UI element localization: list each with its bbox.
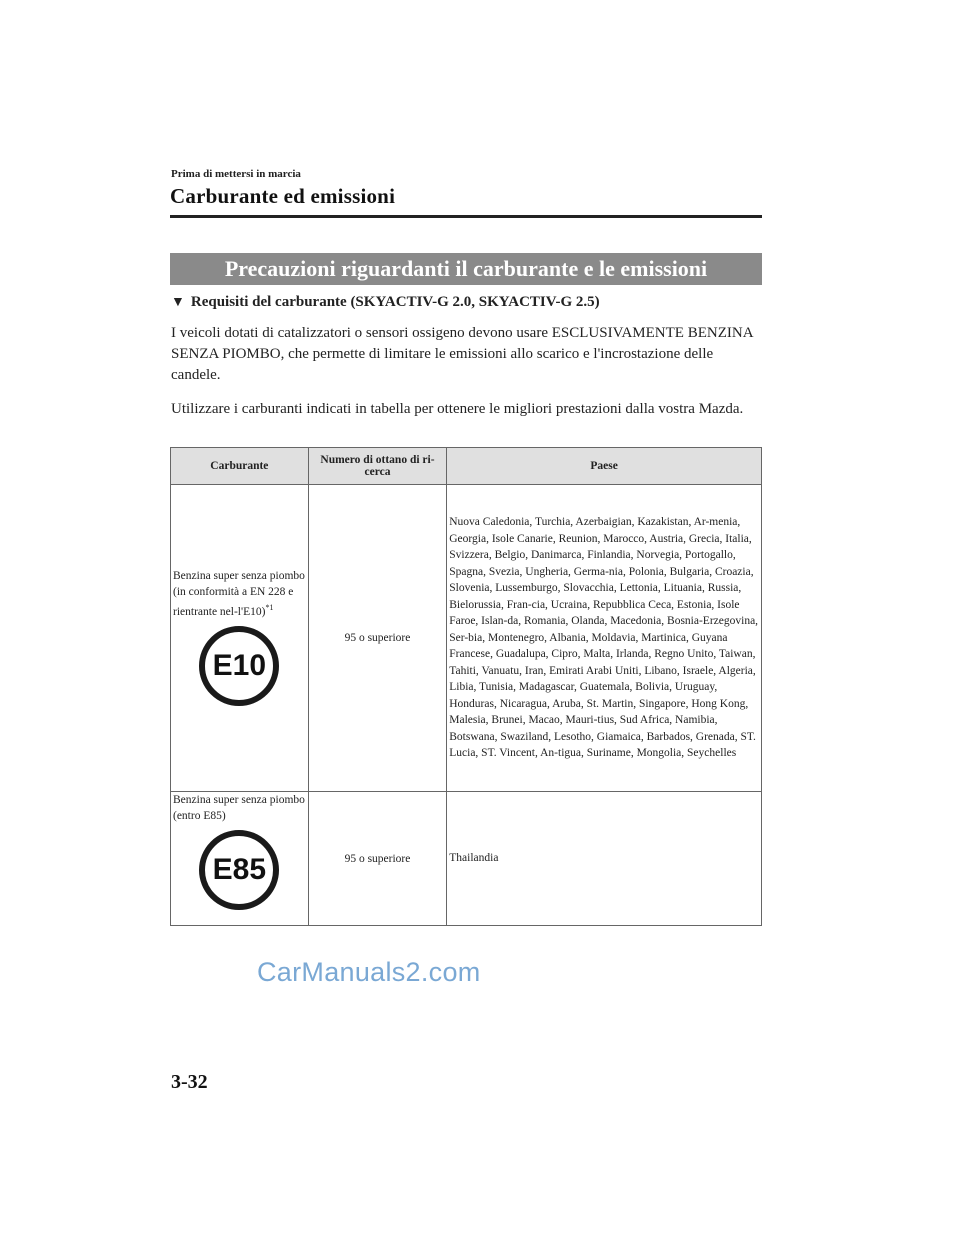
header-country: Paese — [447, 448, 762, 485]
page-number: 3-32 — [171, 1071, 208, 1093]
section-banner: Precauzioni riguardanti il carburante e le emissioni — [170, 253, 762, 285]
fuel-description — [173, 568, 306, 620]
country-list-cell: Thailandia — [447, 792, 762, 926]
table-row — [171, 485, 762, 792]
e85-fuel-label-icon: E85 — [199, 830, 279, 910]
paragraph-fuel-recommendation: Utilizzare i carburanti indicati in tabella per ottenere le migliori prestazioni dalla vostra Mazda. — [171, 401, 744, 417]
paragraph-unleaded-requirement: I veicoli dotati di catalizzatori o sensori ossigeno devono usare ESCLUSIVAMENTE BENZINA SENZA PIOMBO, che permette di limitare le emissioni allo scarico e l'incrostazione delle candele. — [171, 325, 753, 383]
octane-cell: 95 o superiore — [308, 485, 447, 792]
fuel-name: Benzina super senza piombo (in conformità a EN 228 e rientrante nel-l'E10) — [173, 570, 305, 618]
fuel-requirements-table — [170, 447, 762, 926]
chapter-title: Carburante ed emissioni — [170, 184, 396, 208]
fuel-cell — [171, 792, 309, 926]
triangle-marker-icon: ▼ — [171, 295, 185, 310]
e10-fuel-label-icon: E10 — [199, 626, 279, 706]
footnote-marker: *1 — [265, 603, 274, 613]
fuel-description: Benzina super senza piombo (entro E85) — [173, 794, 305, 822]
chapter-divider — [170, 215, 762, 218]
subheading-text: Requisiti del carburante (SKYACTIV-G 2.0, SKYACTIV-G 2.5) — [190, 294, 600, 310]
subheading — [171, 294, 600, 311]
table-row — [171, 792, 762, 926]
octane-cell: 95 o superiore — [308, 792, 447, 926]
header-fuel: Carburante — [171, 448, 309, 485]
fuel-cell — [171, 485, 309, 792]
country-list-cell: Nuova Caledonia, Turchia, Azerbaigian, Kazakistan, Ar-menia, Georgia, Isole Canarie, Reunion, Marocco, Austria, Grecia, Italia, Svizzera, Belgio, Danimarca, Finlandia, Norvegia, Portogallo, Spagna, Svezia, Ungheria, Germa-nia, Polonia, Bulgaria, Croazia, Slovenia, Lussemburgo, Slovacchia, Lettonia, Lituania, Russia, Bielorussia, Fran-cia, Ucraina, Repubblica Ceca, Estonia, Isole Faroe, Islan-da, Romania, Olanda, Macedonia, Bosnia-Erzegovina, Ser-bia, Montenegro, Albania, Moldavia, Martinica, Guyana Francese, Guadalupa, Cipro, Malta, Irlanda, Regno Unito, Taiwan, Tahiti, Vanuatu, Iran, Emirati Arabi Uniti, Libano, Israele, Algeria, Libia, Tunisia, Madagascar, Guatemala, Bolivia, Uruguay, Honduras, Nicaragua, Aruba, St. Martin, Singapore, Hong Kong, Malesia, Brunei, Macao, Mauri-tius, Sud Africa, Namibia, Botswana, Swaziland, Lesotho, Giamaica, Barbados, Grenada, ST. Lucia, ST. Vincent, An-tigua, Suriname, Mongolia, Seychelles — [447, 485, 762, 792]
watermark: CarManuals2.com — [257, 957, 481, 987]
table-header-row — [171, 448, 762, 485]
section-label: Prima di mettersi in marcia — [171, 168, 301, 180]
header-octane: Numero di ottano di ri-cerca — [308, 448, 447, 485]
